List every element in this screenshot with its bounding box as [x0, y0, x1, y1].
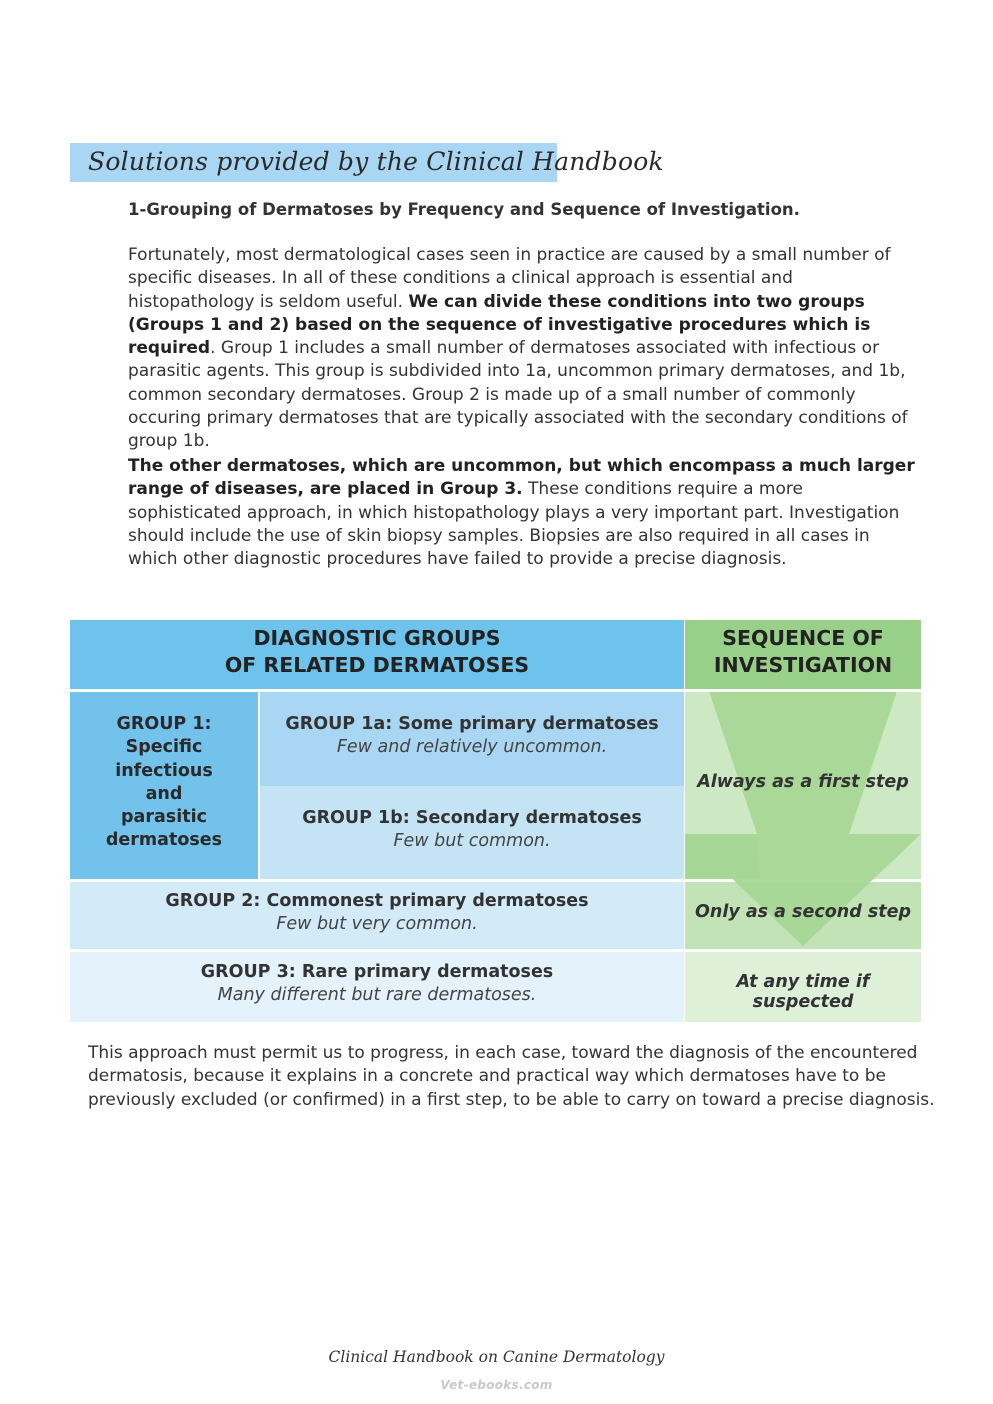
header-sequence-of-investigation [685, 620, 921, 689]
header-seq-line-2: INVESTIGATION [713, 653, 893, 677]
paragraph-2-text: These conditions require a more sophisticated approach, in which histopathology plays a very important part. Investigation should include the use of skin biopsy samples. Biopsies are also required in all cases in which other diagnostic procedures have failed to provide a precise diagnosis. [128, 479, 900, 570]
seq-divider-2 [685, 949, 921, 952]
group-1-line: infectious [115, 760, 213, 781]
group-1b-title: GROUP 1b: Secondary dermatoses [302, 808, 642, 828]
group-3-cell [70, 952, 684, 1022]
arrow-left-wing [685, 834, 759, 879]
paragraph-2-bold: The other dermatoses, which are uncommon, but which encompass a much larger range of diseases, are placed in Group 3. [128, 456, 915, 500]
section-heading: 1-Grouping of Dermatoses by Frequency and Sequence of Investigation. [128, 200, 800, 219]
group-1b-subtitle: Few but common. [393, 831, 551, 852]
group-2-cell [70, 882, 684, 949]
group-1a-title: GROUP 1a: Some primary dermatoses [285, 714, 659, 734]
paragraph-1-text-a: Fortunately, most dermatological cases seen in practice are caused by a small number of specific diseases. In all of these conditions a clinical approach is essential and histopathology is seldom useful. [128, 245, 891, 312]
group-1-line: Specific [125, 737, 203, 758]
group-1-line: parasitic [121, 807, 207, 828]
group-1b-cell [260, 786, 684, 879]
group-3-title: GROUP 3: Rare primary dermatoses [200, 962, 554, 982]
group-1-cell [70, 692, 258, 879]
header-seq-line-1: SEQUENCE OF [722, 626, 884, 650]
group-1-line: dermatoses [105, 830, 223, 851]
group-2-title: GROUP 2: Commonest primary dermatoses [165, 891, 589, 911]
watermark-logo: Vet-ebooks.com [440, 1378, 553, 1392]
paragraph-3: This approach must permit us to progress, in each case, toward the diagnosis of the encountered dermatosis, because it explains in a concrete and practical way which dermatoses have to be previously excluded (or confirmed) in a first step, to be able to carry on toward a precise diagnosis. [88, 1043, 935, 1110]
paragraph-2 [128, 455, 918, 571]
paragraph-1 [128, 244, 918, 454]
group-1-line: and [145, 783, 183, 804]
diagnostic-groups-table [70, 620, 921, 1022]
group-3-subtitle: Many different but rare dermatoses. [217, 985, 537, 1006]
header-main-line-1: DIAGNOSTIC GROUPS [253, 626, 501, 650]
header-diagnostic-groups [70, 620, 684, 689]
footer-book-title: Clinical Handbook on Canine Dermatology [328, 1348, 665, 1366]
paragraph-1-bold: We can divide these conditions into two groups (Groups 1 and 2) based on the sequence of investigative procedures which is required [128, 291, 871, 359]
section-title: Solutions provided by the Clinical Handbook [88, 147, 664, 176]
sequence-any-time: At any time if suspected [736, 972, 870, 1012]
group-1-line: GROUP 1: [116, 714, 212, 734]
group-2-subtitle: Few but very common. [276, 914, 478, 935]
group-1a-subtitle: Few and relatively uncommon. [336, 737, 608, 758]
sequence-second-step: Only as a second step [695, 902, 911, 922]
group-1a-cell [260, 692, 684, 786]
header-main-line-2: OF RELATED DERMATOSES [224, 653, 530, 677]
paragraph-1-text-c: . Group 1 includes a small number of dermatoses associated with infectious or parasitic agents. This group is subdivided into 1a, uncommon primary dermatoses, and 1b, common secondary dermatoses. Group 2 is made up of a small number of commonly occuring primary dermatoses that are typically associated with the secondary conditions of group 1b. [128, 338, 908, 452]
sequence-first-step: Always as a first step [697, 772, 909, 792]
